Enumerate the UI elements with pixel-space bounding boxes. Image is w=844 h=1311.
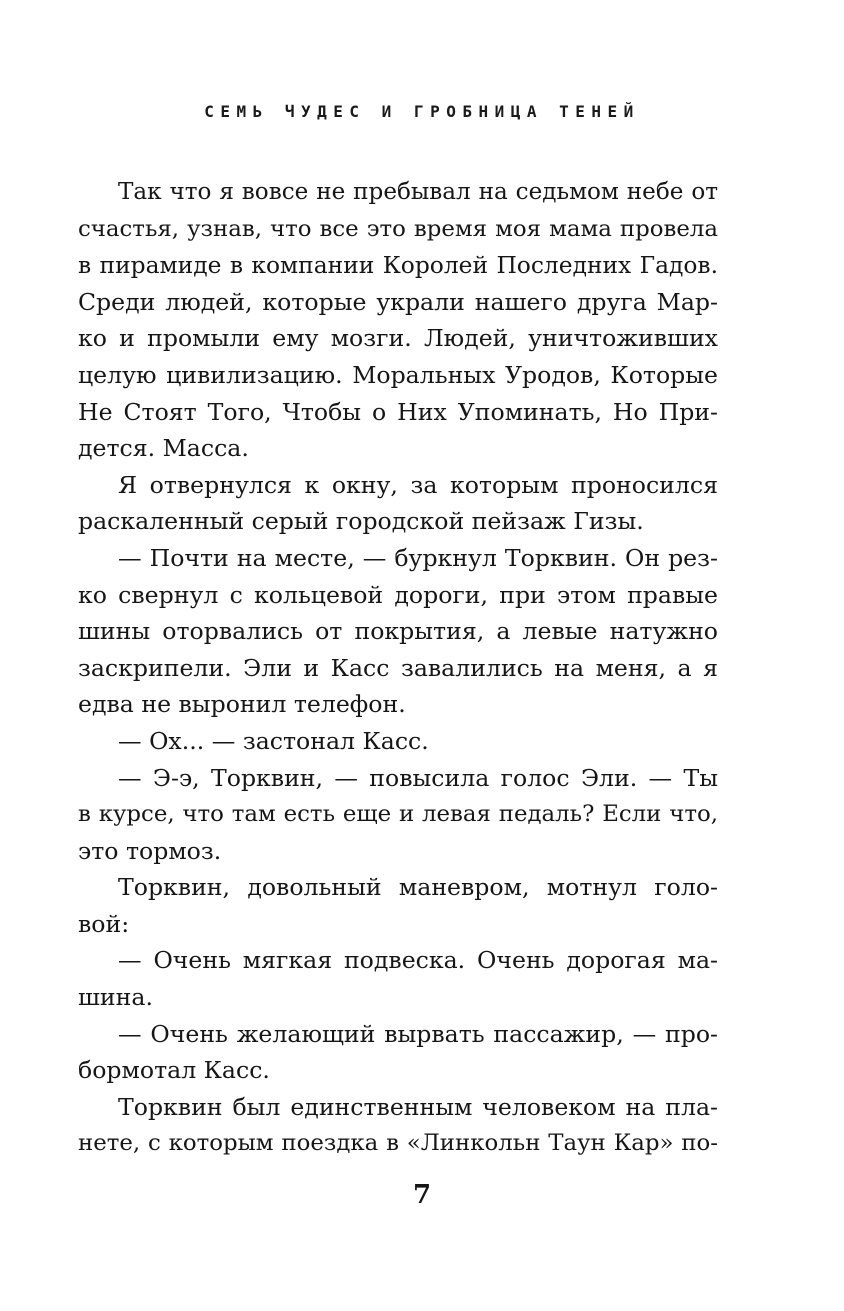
- text-line: дется. Масса.: [78, 434, 249, 463]
- text-line: в пирамиде в компании Королей Последних Гадов.: [78, 251, 718, 280]
- text-line: — Очень мягкая подвеска. Очень дорогая ма-: [118, 946, 718, 975]
- page-number: 7: [412, 1180, 432, 1210]
- text-line: Торквин был единственным человеком на пла-: [118, 1092, 718, 1121]
- text-line: Я отвернулся к окну, за которым проносился: [118, 470, 718, 499]
- text-line: шины оторвались от покрытия, а левые натужно: [78, 617, 718, 646]
- text-line: — Ох... — застонал Касс.: [118, 726, 429, 755]
- text-line: целую цивилизацию. Моральных Уродов, Которые: [78, 360, 718, 389]
- text-line: ко свернул с кольцевой дороги, при этом правые: [78, 580, 718, 609]
- text-line: шина.: [78, 983, 153, 1012]
- text-line: Среди людей, которые украли нашего друга Мар-: [78, 287, 718, 316]
- text-line: ко и промыли ему мозги. Людей, уничтоживших: [78, 324, 718, 353]
- running-title: СЕМЬ ЧУДЕС И ГРОБНИЦА ТЕНЕЙ: [204, 102, 640, 121]
- text-line: в курсе, что там есть еще и левая педаль? Если что,: [78, 801, 718, 828]
- text-line: это тормоз.: [78, 836, 222, 865]
- text-line: раскаленный серый городской пейзаж Гизы.: [78, 507, 644, 536]
- text-line: едва не выронил телефон.: [78, 690, 406, 719]
- body-text: [78, 174, 718, 1162]
- text-line: — Очень желающий вырвать пассажир, — про-: [118, 1019, 718, 1048]
- text-line: — Почти на месте, — буркнул Торквин. Он рез-: [118, 543, 718, 572]
- text-line: нете, с которым поездка в «Линкольн Таун Кар» по-: [78, 1130, 718, 1157]
- text-line: Торквин, довольный маневром, мотнул голо-: [118, 873, 718, 902]
- text-line: счастья, узнав, что все это время моя мама провела: [78, 215, 718, 242]
- text-line: — Э-э, Торквин, — повысила голос Эли. — Ты: [118, 763, 718, 792]
- text-line: Так что я вовсе не пребывал на седьмом небе от: [118, 179, 718, 205]
- text-line: вой:: [78, 909, 130, 938]
- text-line: бормотал Касс.: [78, 1056, 270, 1085]
- text-line: Не Стоят Того, Чтобы о Них Упоминать, Но При-: [78, 397, 718, 426]
- text-line: заскрипели. Эли и Касс завалились на меня, а я: [78, 653, 718, 682]
